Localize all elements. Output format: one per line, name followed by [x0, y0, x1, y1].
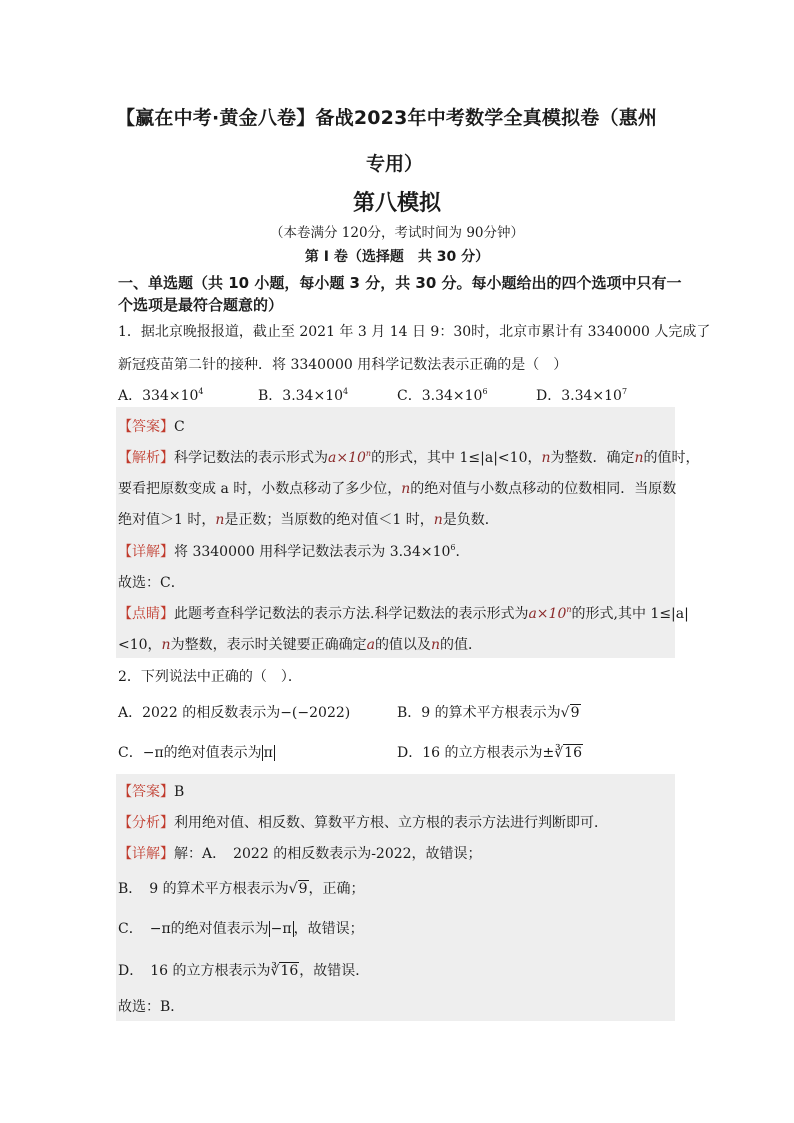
q2-choose: 故选：B．	[118, 999, 185, 1015]
q1-comment-line1: 【点睛】此题考查科学记数法的表示方法.科学记数法的表示形式为$a\times 10^n$的形式,其中 1≤|a|	[118, 605, 689, 622]
q1-detail: 【详解】将 3340000 用科学记数法表示为 $3.34\times 10^6$．	[118, 543, 470, 560]
q2-answer: 【答案】B	[118, 784, 185, 800]
q2-detail-b: B． 9 的算术平方根表示为√9，正确；	[118, 881, 365, 897]
q1-stem-line1: 1．据北京晚报报道，截止至 2021 年 3 月 14 日 9：30时，北京市累计有 3340000 人完成了	[118, 324, 711, 340]
q1-analysis-line3: 绝对值＞1 时，n是正数；当原数的绝对值＜1 时，n是负数．	[118, 512, 499, 528]
q1-analysis-line2: 要看把原数变成 a 时，小数点移动了多少位，n的绝对值与小数点移动的位数相同．当原数	[118, 481, 677, 497]
q1-comment-line2: <10，n为整数，表示时关键要正确确定a的值以及n的值．	[118, 637, 482, 653]
q1-option-c: C．$3.34\times 10^6$	[397, 387, 488, 404]
q2-detail-a: 【详解】解：A． 2022 的相反数表示为-2022，故错误；	[118, 846, 482, 862]
q2-option-b: B．9 的算术平方根表示为√9	[397, 705, 580, 721]
exam-info: （本卷满分 120分，考试时间为 90分钟）	[269, 225, 525, 241]
q1-choose: 故选：C．	[118, 575, 185, 591]
q1-option-d: D．$3.34\times 10^7$	[536, 387, 628, 404]
q2-option-a: A．2022 的相反数表示为−(−2022)	[118, 705, 351, 721]
q1-option-b: B．$3.34\times 10^4$	[258, 387, 349, 404]
exam-name: 第八模拟	[352, 191, 441, 216]
q1-analysis-line1: 【解析】科学记数法的表示形式为$a\times 10^n$的形式，其中 1≤|a|<10，n为整数．确定n的值时，	[118, 449, 700, 466]
document-title-line2: 专用）	[366, 153, 424, 175]
part-heading: 一、单选题（共 10 小题，每小题 3 分，共 30 分。每小题给出的四个选项中只有一个选项是最符合题意的）	[118, 274, 682, 314]
q2-detail-c: C． −π的绝对值表示为 −π ，故错误；	[118, 921, 364, 937]
q1-answer: 【答案】C	[118, 419, 185, 435]
q2-analysis: 【分析】利用绝对值、相反数、算数平方根、立方根的表示方法进行判断即可．	[118, 815, 608, 831]
section-title: 第 I 卷（选择题 共 30 分）	[304, 249, 490, 265]
q2-stem: 2．下列说法中正确的（ ）．	[118, 669, 302, 685]
q2-option-c: C．−π的绝对值表示为 π	[118, 745, 273, 761]
q1-stem-line2: 新冠疫苗第二针的接种．将 3340000 用科学记数法表示正确的是（ ）	[118, 357, 568, 373]
q2-option-d: D．16 的立方根表示为±∛16	[397, 745, 582, 761]
document-title-line1: 【赢在中考·黄金八卷】备战2023年中考数学全真模拟卷（惠州	[116, 107, 658, 129]
q2-detail-d: D． 16 的立方根表示为∛16，故错误．	[118, 963, 370, 979]
q1-option-a: A．$334\times 10^4$	[118, 387, 204, 404]
